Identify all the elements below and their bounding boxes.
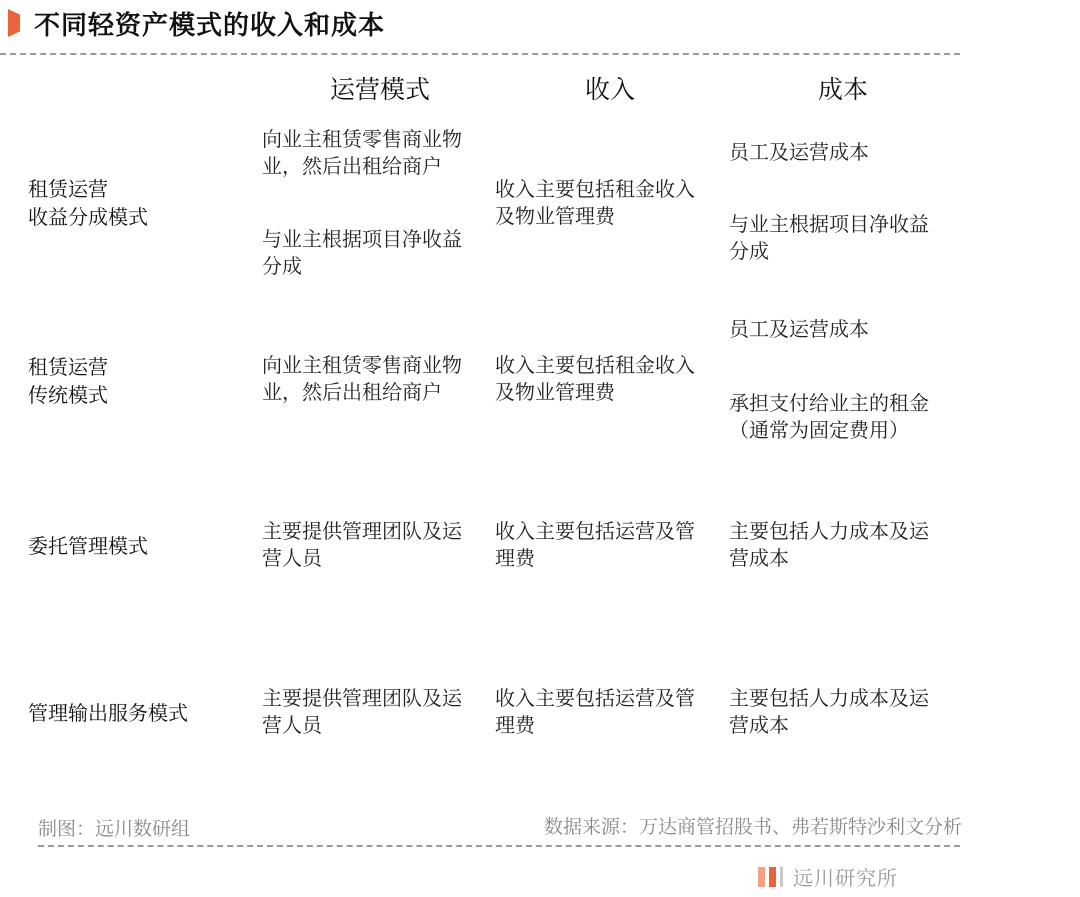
cell-cost — [729, 316, 869, 343]
cell-line: 收入主要包括租金收入 — [495, 177, 695, 201]
header-revenue: 收入 — [584, 75, 635, 104]
cell-line: 营成本 — [729, 546, 789, 570]
cell-mode — [262, 226, 462, 280]
cell-line: 及物业管理费 — [495, 380, 615, 404]
cell-line: 营人员 — [262, 713, 322, 737]
cell-line: 分成 — [729, 239, 769, 263]
page-title: 不同轻资产模式的收入和成本 — [34, 10, 386, 41]
cell-line: 收入主要包括运营及管 — [495, 519, 695, 543]
row-label-line: 收益分成模式 — [28, 205, 148, 229]
cell-line: 理费 — [495, 713, 535, 737]
cell-revenue — [495, 685, 695, 739]
cell-line: 员工及运营成本 — [729, 140, 869, 164]
cell-line: 收入主要包括租金收入 — [495, 353, 695, 377]
cell-cost — [729, 139, 869, 166]
cell-line: 向业主租赁零售商业物 — [262, 127, 462, 151]
row-label-line: 委托管理模式 — [28, 534, 148, 558]
cell-mode — [262, 685, 462, 739]
cell-line: 及物业管理费 — [495, 204, 615, 228]
cell-mode — [262, 352, 462, 406]
brand-bars-icon — [758, 867, 787, 887]
brand-bar — [758, 867, 765, 887]
row-label-line: 管理输出服务模式 — [28, 701, 188, 725]
row-label-traditional — [28, 353, 108, 409]
brand-bar — [780, 867, 783, 887]
row-label-entrusted — [28, 532, 148, 560]
header-mode: 运营模式 — [329, 75, 430, 104]
row-label-line: 租赁运营 — [28, 177, 108, 201]
cell-line: 与业主根据项目净收益 — [729, 212, 929, 236]
title-bar — [8, 6, 385, 40]
brand-name: 远川研究所 — [793, 866, 898, 890]
row-label-line: 租赁运营 — [28, 355, 108, 379]
cell-line: 主要提供管理团队及运 — [262, 519, 462, 543]
row-label-revenue-share — [28, 175, 148, 231]
cell-revenue — [495, 518, 695, 572]
cell-line: 向业主租赁零售商业物 — [262, 353, 462, 377]
cell-mode — [262, 518, 462, 572]
cell-line: 员工及运营成本 — [729, 317, 869, 341]
cell-line: 业，然后出租给商户 — [262, 154, 442, 178]
cell-line: 主要包括人力成本及运 — [729, 519, 929, 543]
cell-line: 理费 — [495, 546, 535, 570]
cell-line: 分成 — [262, 254, 302, 278]
cell-line: 营人员 — [262, 546, 322, 570]
top-divider — [0, 53, 960, 55]
row-label-line: 传统模式 — [28, 383, 108, 407]
cell-revenue — [495, 352, 695, 406]
cell-cost — [729, 518, 929, 572]
cell-line: 收入主要包括运营及管 — [495, 686, 695, 710]
bottom-divider — [38, 845, 960, 847]
cell-cost — [729, 211, 929, 265]
brand-bar — [769, 867, 776, 887]
cell-line: 主要包括人力成本及运 — [729, 686, 929, 710]
cell-cost — [729, 390, 929, 444]
cell-line: （通常为固定费用） — [729, 418, 909, 442]
header-cost: 成本 — [817, 75, 868, 104]
cell-revenue — [495, 176, 695, 230]
row-label-management-output — [28, 699, 188, 727]
cell-line: 营成本 — [729, 713, 789, 737]
chart-maker: 制图：远川数研组 — [38, 818, 191, 840]
title-accent-icon — [8, 9, 20, 37]
cell-line: 与业主根据项目净收益 — [262, 227, 462, 251]
cell-line: 承担支付给业主的租金 — [729, 391, 929, 415]
brand-logo — [758, 862, 898, 891]
cell-mode — [262, 126, 462, 180]
cell-line: 主要提供管理团队及运 — [262, 686, 462, 710]
cell-line: 业，然后出租给商户 — [262, 380, 442, 404]
cell-cost — [729, 685, 929, 739]
data-source: 数据来源：万达商管招股书、弗若斯特沙利文分析 — [543, 816, 962, 838]
